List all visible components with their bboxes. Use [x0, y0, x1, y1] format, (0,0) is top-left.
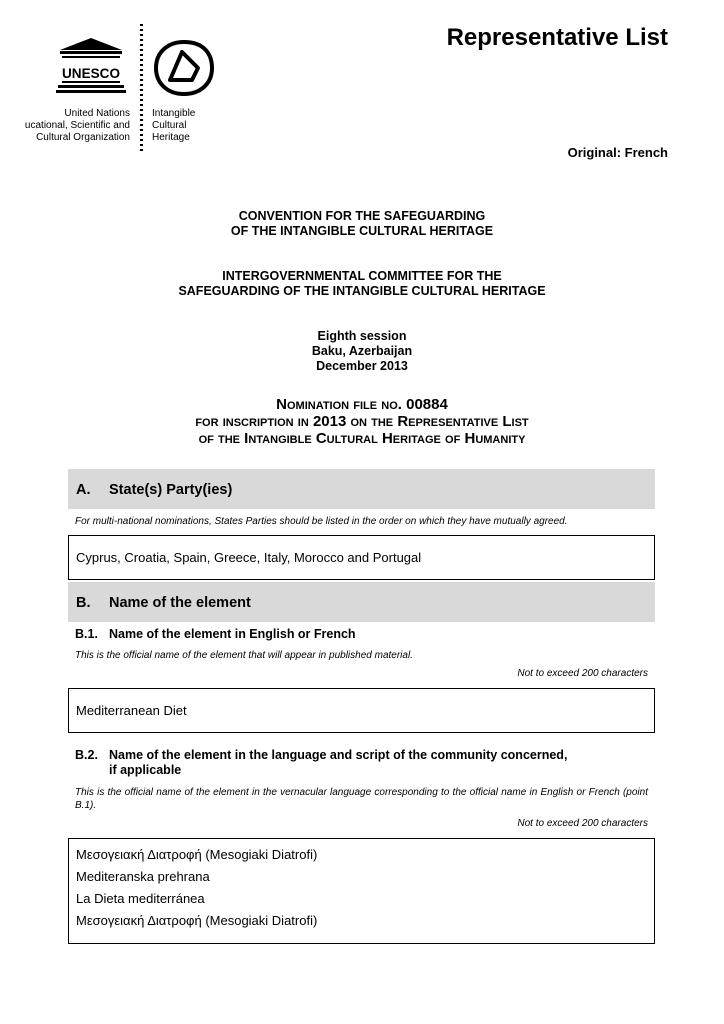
- logo-divider: [140, 24, 143, 152]
- b2-heading: B.2. Name of the element in the language and script of the community concerned, if applicable: [75, 748, 568, 777]
- section-letter: B.: [76, 595, 91, 611]
- section-a-note: For multi-national nominations, States Parties should be listed in the order on which they have mutually agreed.: [75, 516, 568, 527]
- logo-text: UNESCO: [62, 65, 121, 81]
- document-title: Representative List: [446, 24, 668, 51]
- states-parties-field[interactable]: [68, 535, 655, 580]
- b1-char-limit: Not to exceed 200 characters: [517, 668, 648, 679]
- element-name-field[interactable]: [68, 688, 655, 733]
- organization-name: United Nations ucational, Scientific and Cultural Organization: [24, 108, 130, 143]
- states-parties-value: Cyprus, Croatia, Spain, Greece, Italy, Morocco and Portugal: [76, 550, 422, 565]
- unesco-temple-logo: [56, 36, 126, 96]
- intangible-heritage-logo: [152, 38, 216, 98]
- original-language: Original: French: [567, 145, 668, 160]
- section-title: Name of the element: [109, 595, 251, 611]
- committee-heading: INTERGOVERNMENTAL COMMITTEE FOR THE SAFEGUARDING OF THE INTANGIBLE CULTURAL HERITAGE: [178, 269, 546, 298]
- vernacular-name-line: Μεσογειακή Διατροφή (Mesogiaki Diatrofi): [76, 847, 318, 862]
- b2-char-limit: Not to exceed 200 characters: [517, 818, 648, 829]
- section-title: State(s) Party(ies): [109, 482, 233, 498]
- b1-note: This is the official name of the element that will appear in published material.: [75, 650, 413, 661]
- session-info: Eighth session Baku, Azerbaijan December 2013: [311, 329, 413, 373]
- element-name-value: Mediterranean Diet: [76, 703, 187, 718]
- b2-note: This is the official name of the element in the vernacular language corresponding to the official name in English or French (point B.1).: [75, 787, 648, 811]
- vernacular-name-line: La Dieta mediterránea: [76, 891, 205, 906]
- vernacular-name-field[interactable]: [68, 838, 655, 944]
- vernacular-name-line: Mediteranska prehrana: [76, 869, 210, 884]
- section-b-header: [68, 582, 655, 622]
- b1-heading: B.1. Name of the element in English or French: [75, 627, 356, 641]
- vernacular-name-line: Μεσογειακή Διατροφή (Mesogiaki Diatrofi): [76, 913, 318, 928]
- section-a-header: [68, 469, 655, 509]
- ich-name: Intangible Cultural Heritage: [152, 108, 196, 143]
- nomination-heading: Nomination file no. 00884 for inscription in 2013 on the Representative List of the Intangible Cultural Heritage of Humanity: [195, 396, 529, 447]
- section-letter: A.: [76, 482, 91, 498]
- convention-heading: CONVENTION FOR THE SAFEGUARDING OF THE INTANGIBLE CULTURAL HERITAGE: [230, 209, 494, 238]
